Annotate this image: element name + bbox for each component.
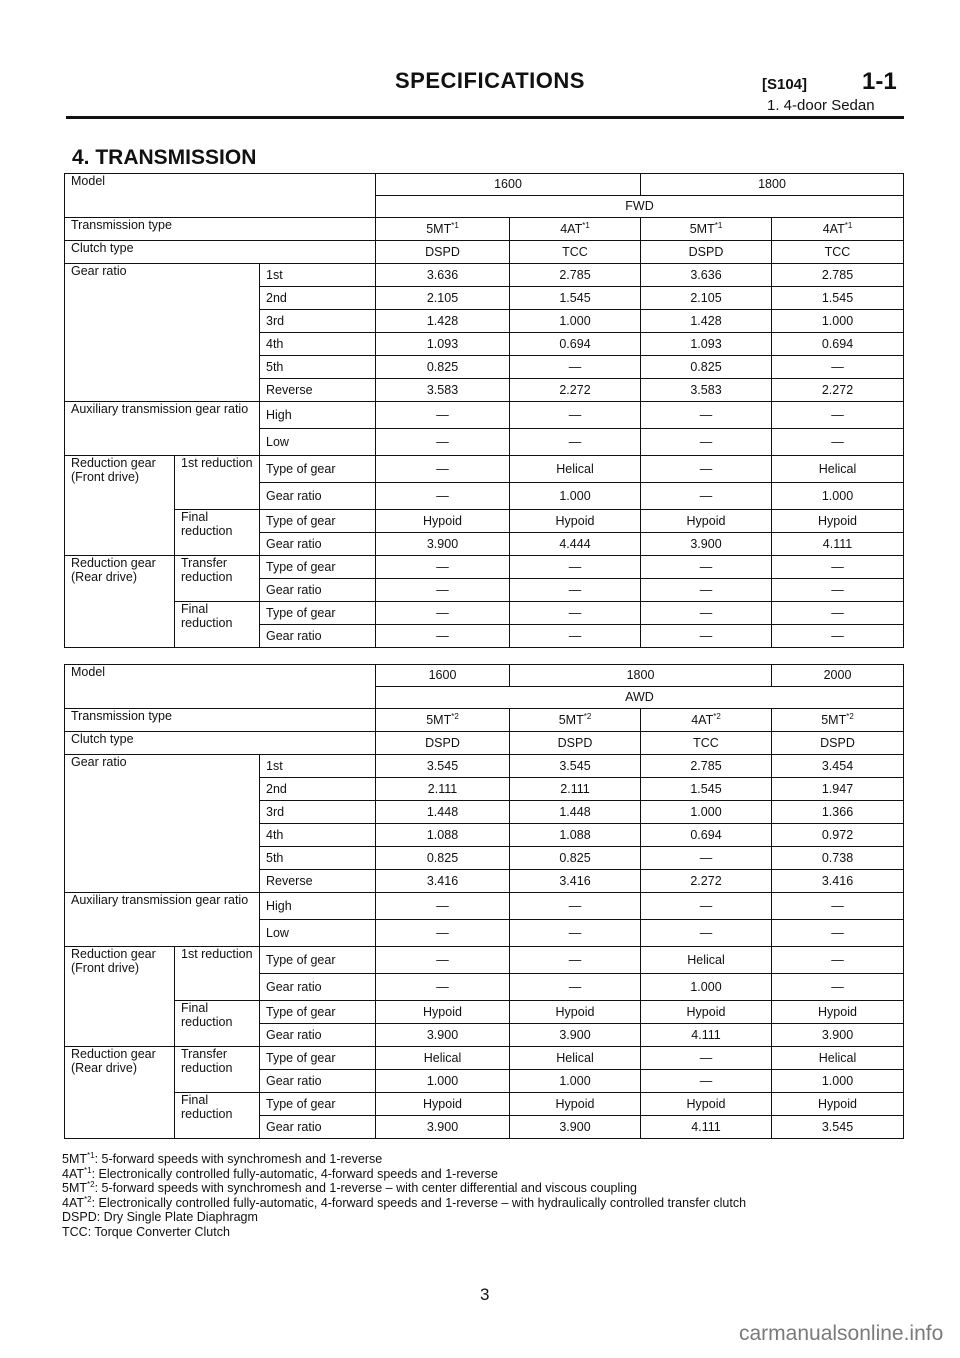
model-1600-header: 1600 — [376, 665, 510, 687]
sub-label: Gear ratio — [260, 625, 376, 648]
group-label: Transfer reduction — [175, 556, 260, 602]
cell-value: DSPD — [376, 241, 510, 264]
sub-label: 5th — [260, 847, 376, 870]
cell-value: DSPD — [376, 732, 510, 755]
cell-value: 1.000 — [772, 483, 904, 510]
cell-value: 0.972 — [772, 824, 904, 847]
cell-value: 3.900 — [376, 1116, 510, 1139]
cell-value: — — [376, 947, 510, 974]
cell-value: 0.738 — [772, 847, 904, 870]
sub-label: Gear ratio — [260, 483, 376, 510]
cell-value: 3.900 — [772, 1024, 904, 1047]
sub-label: Low — [260, 429, 376, 456]
cell-value: 0.694 — [772, 333, 904, 356]
cell-value: — — [772, 920, 904, 947]
cell-value: — — [641, 847, 772, 870]
cell-value: 5MT$^{*2}$ — [772, 709, 904, 732]
awd-spec-table — [64, 664, 904, 1139]
cell-value: 2.272 — [641, 870, 772, 893]
cell-value: — — [641, 920, 772, 947]
cell-value: — — [641, 456, 772, 483]
sub-label: Reverse — [260, 870, 376, 893]
sub-label: 3rd — [260, 801, 376, 824]
cell-value: — — [641, 893, 772, 920]
cell-value: 3.583 — [376, 379, 510, 402]
table-row — [65, 947, 904, 974]
sub-label: Low — [260, 920, 376, 947]
sub-label: Gear ratio — [260, 533, 376, 556]
cell-value: Helical — [772, 1047, 904, 1070]
row-label: Gear ratio — [65, 755, 260, 893]
cell-value: — — [376, 974, 510, 1001]
cell-value: — — [510, 556, 641, 579]
cell-value: 0.694 — [641, 824, 772, 847]
watermark: carmanualsonline.info — [739, 1322, 944, 1345]
cell-value: — — [510, 602, 641, 625]
header-rule — [66, 116, 904, 119]
cell-value: 1.428 — [641, 310, 772, 333]
cell-value: 2.272 — [510, 379, 641, 402]
footnote: TCC: Torque Converter Clutch — [62, 1224, 230, 1239]
cell-value: 3.545 — [376, 755, 510, 778]
sub-label: 4th — [260, 333, 376, 356]
chapter-page: 1-1 — [862, 68, 897, 95]
cell-value: 2.272 — [772, 379, 904, 402]
section-code: [S104] — [762, 76, 808, 93]
row-label: Auxiliary transmission gear ratio — [65, 893, 260, 947]
cell-value: 4AT$^{*1}$ — [772, 218, 904, 241]
drive-header: FWD — [376, 196, 904, 218]
cell-value: — — [376, 893, 510, 920]
model-label: Model — [65, 174, 376, 218]
group-label: Final reduction — [175, 602, 260, 648]
cell-value: 1.000 — [510, 1070, 641, 1093]
cell-value: — — [772, 974, 904, 1001]
cell-value: 3.900 — [376, 1024, 510, 1047]
cell-value: 3.454 — [772, 755, 904, 778]
cell-value: — — [641, 556, 772, 579]
cell-value: 1.947 — [772, 778, 904, 801]
cell-value: 1.545 — [641, 778, 772, 801]
cell-value: — — [510, 579, 641, 602]
cell-value: Hypoid — [510, 1093, 641, 1116]
row-label: Transmission type — [65, 218, 376, 241]
cell-value: Hypoid — [641, 1093, 772, 1116]
cell-value: — — [641, 625, 772, 648]
cell-value: 5MT$^{*2}$ — [510, 709, 641, 732]
sub-label: Gear ratio — [260, 1116, 376, 1139]
cell-value: 2.785 — [510, 264, 641, 287]
group-label: 1st reduction — [175, 456, 260, 510]
model-row — [65, 665, 904, 687]
cell-value: Helical — [641, 947, 772, 974]
cell-value: — — [510, 974, 641, 1001]
cell-value: — — [772, 602, 904, 625]
table-row — [65, 218, 904, 241]
page-title: SPECIFICATIONS — [395, 68, 585, 93]
group-label: 1st reduction — [175, 947, 260, 1001]
cell-value: — — [376, 920, 510, 947]
sub-label: Gear ratio — [260, 974, 376, 1001]
cell-value: — — [641, 1070, 772, 1093]
cell-value: Hypoid — [772, 1093, 904, 1116]
cell-value: 3.636 — [376, 264, 510, 287]
cell-value: 1.000 — [772, 1070, 904, 1093]
drive-header: AWD — [376, 687, 904, 709]
sub-label: 2nd — [260, 287, 376, 310]
sub-label: 5th — [260, 356, 376, 379]
cell-value: — — [641, 602, 772, 625]
footnote: 4AT$^{*2}$: Electronically controlled fully-automatic, 4-forward speeds and 1-reverse – with hydraulically controlled transfer clutch — [62, 1194, 747, 1210]
table-row — [65, 241, 904, 264]
cell-value: Helical — [510, 1047, 641, 1070]
cell-value: Hypoid — [376, 1001, 510, 1024]
cell-value: — — [510, 947, 641, 974]
group-label: Final reduction — [175, 1001, 260, 1047]
cell-value: — — [510, 893, 641, 920]
cell-value: 1.448 — [376, 801, 510, 824]
cell-value: 1.000 — [510, 483, 641, 510]
cell-value: 2.105 — [376, 287, 510, 310]
cell-value: — — [772, 402, 904, 429]
cell-value: 0.825 — [376, 847, 510, 870]
cell-value: 1.093 — [376, 333, 510, 356]
cell-value: — — [376, 602, 510, 625]
group-label: Final reduction — [175, 1093, 260, 1139]
fwd-spec-table — [64, 173, 904, 648]
cell-value: — — [376, 579, 510, 602]
cell-value: — — [772, 429, 904, 456]
page-number: 3 — [480, 1285, 490, 1304]
sub-label: Gear ratio — [260, 1070, 376, 1093]
cell-value: 3.583 — [641, 379, 772, 402]
cell-value: 2.785 — [772, 264, 904, 287]
cell-value: — — [772, 893, 904, 920]
sub-label: 1st — [260, 755, 376, 778]
cell-value: 4AT$^{*1}$ — [510, 218, 641, 241]
cell-value: TCC — [641, 732, 772, 755]
cell-value: 4.111 — [641, 1024, 772, 1047]
cell-value: 1.428 — [376, 310, 510, 333]
cell-value: — — [772, 579, 904, 602]
cell-value: 3.416 — [510, 870, 641, 893]
table-row — [65, 1047, 904, 1070]
sub-label: Type of gear — [260, 947, 376, 974]
cell-value: 2.111 — [376, 778, 510, 801]
cell-value: 0.825 — [376, 356, 510, 379]
cell-value: 3.900 — [376, 533, 510, 556]
group-label: Transfer reduction — [175, 1047, 260, 1093]
page-subtitle: 1. 4-door Sedan — [767, 97, 875, 114]
section-title: 4. TRANSMISSION — [72, 146, 257, 169]
row-label: Reduction gear (Front drive) — [65, 456, 175, 556]
cell-value: 1.000 — [641, 974, 772, 1001]
sub-label: 3rd — [260, 310, 376, 333]
sub-label: 1st — [260, 264, 376, 287]
cell-value: 1.545 — [772, 287, 904, 310]
table-row — [65, 1001, 904, 1024]
cell-value: — — [641, 483, 772, 510]
cell-value: — — [376, 456, 510, 483]
model-2000-header: 2000 — [772, 665, 904, 687]
row-label: Reduction gear (Rear drive) — [65, 1047, 175, 1139]
footnote: DSPD: Dry Single Plate Diaphragm — [62, 1210, 258, 1225]
cell-value: 4.111 — [772, 533, 904, 556]
sub-label: High — [260, 402, 376, 429]
table-row — [65, 602, 904, 625]
footnote: 4AT$^{*1}$: Electronically controlled fully-automatic, 4-forward speeds and 1-reverse — [62, 1165, 498, 1181]
cell-value: — — [641, 429, 772, 456]
cell-value: 1.088 — [376, 824, 510, 847]
cell-value: Hypoid — [772, 1001, 904, 1024]
sub-label: Type of gear — [260, 1093, 376, 1116]
cell-value: — — [510, 429, 641, 456]
sub-label: Type of gear — [260, 456, 376, 483]
row-label: Reduction gear (Rear drive) — [65, 556, 175, 648]
table-row — [65, 264, 904, 287]
table-row — [65, 893, 904, 920]
sub-label: High — [260, 893, 376, 920]
cell-value: 2.785 — [641, 755, 772, 778]
cell-value: 0.825 — [510, 847, 641, 870]
cell-value: 5MT$^{*1}$ — [376, 218, 510, 241]
cell-value: DSPD — [510, 732, 641, 755]
cell-value: — — [641, 1047, 772, 1070]
cell-value: Helical — [510, 456, 641, 483]
cell-value: 4.111 — [641, 1116, 772, 1139]
cell-value: — — [772, 625, 904, 648]
cell-value: 1.000 — [772, 310, 904, 333]
cell-value: 2.111 — [510, 778, 641, 801]
cell-value: Hypoid — [772, 510, 904, 533]
cell-value: — — [772, 947, 904, 974]
cell-value: 3.900 — [510, 1116, 641, 1139]
cell-value: — — [510, 402, 641, 429]
cell-value: Hypoid — [641, 1001, 772, 1024]
row-label: Transmission type — [65, 709, 376, 732]
cell-value: 3.416 — [772, 870, 904, 893]
cell-value: — — [772, 356, 904, 379]
cell-value: 1.366 — [772, 801, 904, 824]
cell-value: 4.444 — [510, 533, 641, 556]
cell-value: — — [641, 402, 772, 429]
sub-label: 4th — [260, 824, 376, 847]
cell-value: 1.000 — [641, 801, 772, 824]
cell-value: — — [510, 356, 641, 379]
footnote: 5MT$^{*2}$: 5-forward speeds with synchromesh and 1-reverse – with center differential and viscous coupling — [62, 1180, 637, 1196]
cell-value: Hypoid — [376, 1093, 510, 1116]
footnotes — [62, 1152, 746, 1240]
cell-value: — — [510, 920, 641, 947]
cell-value: — — [772, 556, 904, 579]
cell-value: 5MT$^{*2}$ — [376, 709, 510, 732]
sub-label: Gear ratio — [260, 1024, 376, 1047]
cell-value: 3.545 — [772, 1116, 904, 1139]
cell-value: 0.825 — [641, 356, 772, 379]
table-row — [65, 556, 904, 579]
cell-value: TCC — [772, 241, 904, 264]
row-label: Reduction gear (Front drive) — [65, 947, 175, 1047]
sub-label: 2nd — [260, 778, 376, 801]
cell-value: DSPD — [772, 732, 904, 755]
cell-value: Hypoid — [510, 510, 641, 533]
cell-value: 1.093 — [641, 333, 772, 356]
row-label: Gear ratio — [65, 264, 260, 402]
cell-value: — — [510, 625, 641, 648]
table-row — [65, 456, 904, 483]
model-row — [65, 174, 904, 196]
model-label: Model — [65, 665, 376, 709]
model-1800-header: 1800 — [510, 665, 772, 687]
cell-value: 1.000 — [510, 310, 641, 333]
cell-value: — — [641, 579, 772, 602]
row-label: Clutch type — [65, 241, 376, 264]
cell-value: Helical — [376, 1047, 510, 1070]
sub-label: Type of gear — [260, 602, 376, 625]
cell-value: Hypoid — [641, 510, 772, 533]
model-1800-header: 1800 — [641, 174, 904, 196]
row-label: Clutch type — [65, 732, 376, 755]
group-label: Final reduction — [175, 510, 260, 556]
cell-value: — — [376, 556, 510, 579]
sub-label: Type of gear — [260, 1001, 376, 1024]
table-row — [65, 709, 904, 732]
sub-label: Type of gear — [260, 1047, 376, 1070]
cell-value: — — [376, 402, 510, 429]
sub-label: Reverse — [260, 379, 376, 402]
table-row — [65, 402, 904, 429]
cell-value: Hypoid — [510, 1001, 641, 1024]
cell-value: 3.545 — [510, 755, 641, 778]
cell-value: 5MT$^{*1}$ — [641, 218, 772, 241]
table-row — [65, 510, 904, 533]
cell-value: 3.900 — [641, 533, 772, 556]
sub-label: Gear ratio — [260, 579, 376, 602]
sub-label: Type of gear — [260, 510, 376, 533]
cell-value: Hypoid — [376, 510, 510, 533]
cell-value: — — [376, 483, 510, 510]
cell-value: — — [376, 625, 510, 648]
cell-value: 1.545 — [510, 287, 641, 310]
cell-value: 0.694 — [510, 333, 641, 356]
cell-value: 1.448 — [510, 801, 641, 824]
cell-value: 3.636 — [641, 264, 772, 287]
cell-value: 1.088 — [510, 824, 641, 847]
footnote: 5MT$^{*1}$: 5-forward speeds with synchromesh and 1-reverse — [62, 1150, 383, 1166]
table-row — [65, 755, 904, 778]
cell-value: TCC — [510, 241, 641, 264]
cell-value: 2.105 — [641, 287, 772, 310]
sub-label: Type of gear — [260, 556, 376, 579]
cell-value: DSPD — [641, 241, 772, 264]
table-row — [65, 732, 904, 755]
cell-value: 3.900 — [510, 1024, 641, 1047]
cell-value: — — [376, 429, 510, 456]
cell-value: 1.000 — [376, 1070, 510, 1093]
cell-value: 4AT$^{*2}$ — [641, 709, 772, 732]
cell-value: Helical — [772, 456, 904, 483]
model-1600-header: 1600 — [376, 174, 641, 196]
cell-value: 3.416 — [376, 870, 510, 893]
table-row — [65, 1093, 904, 1116]
row-label: Auxiliary transmission gear ratio — [65, 402, 260, 456]
